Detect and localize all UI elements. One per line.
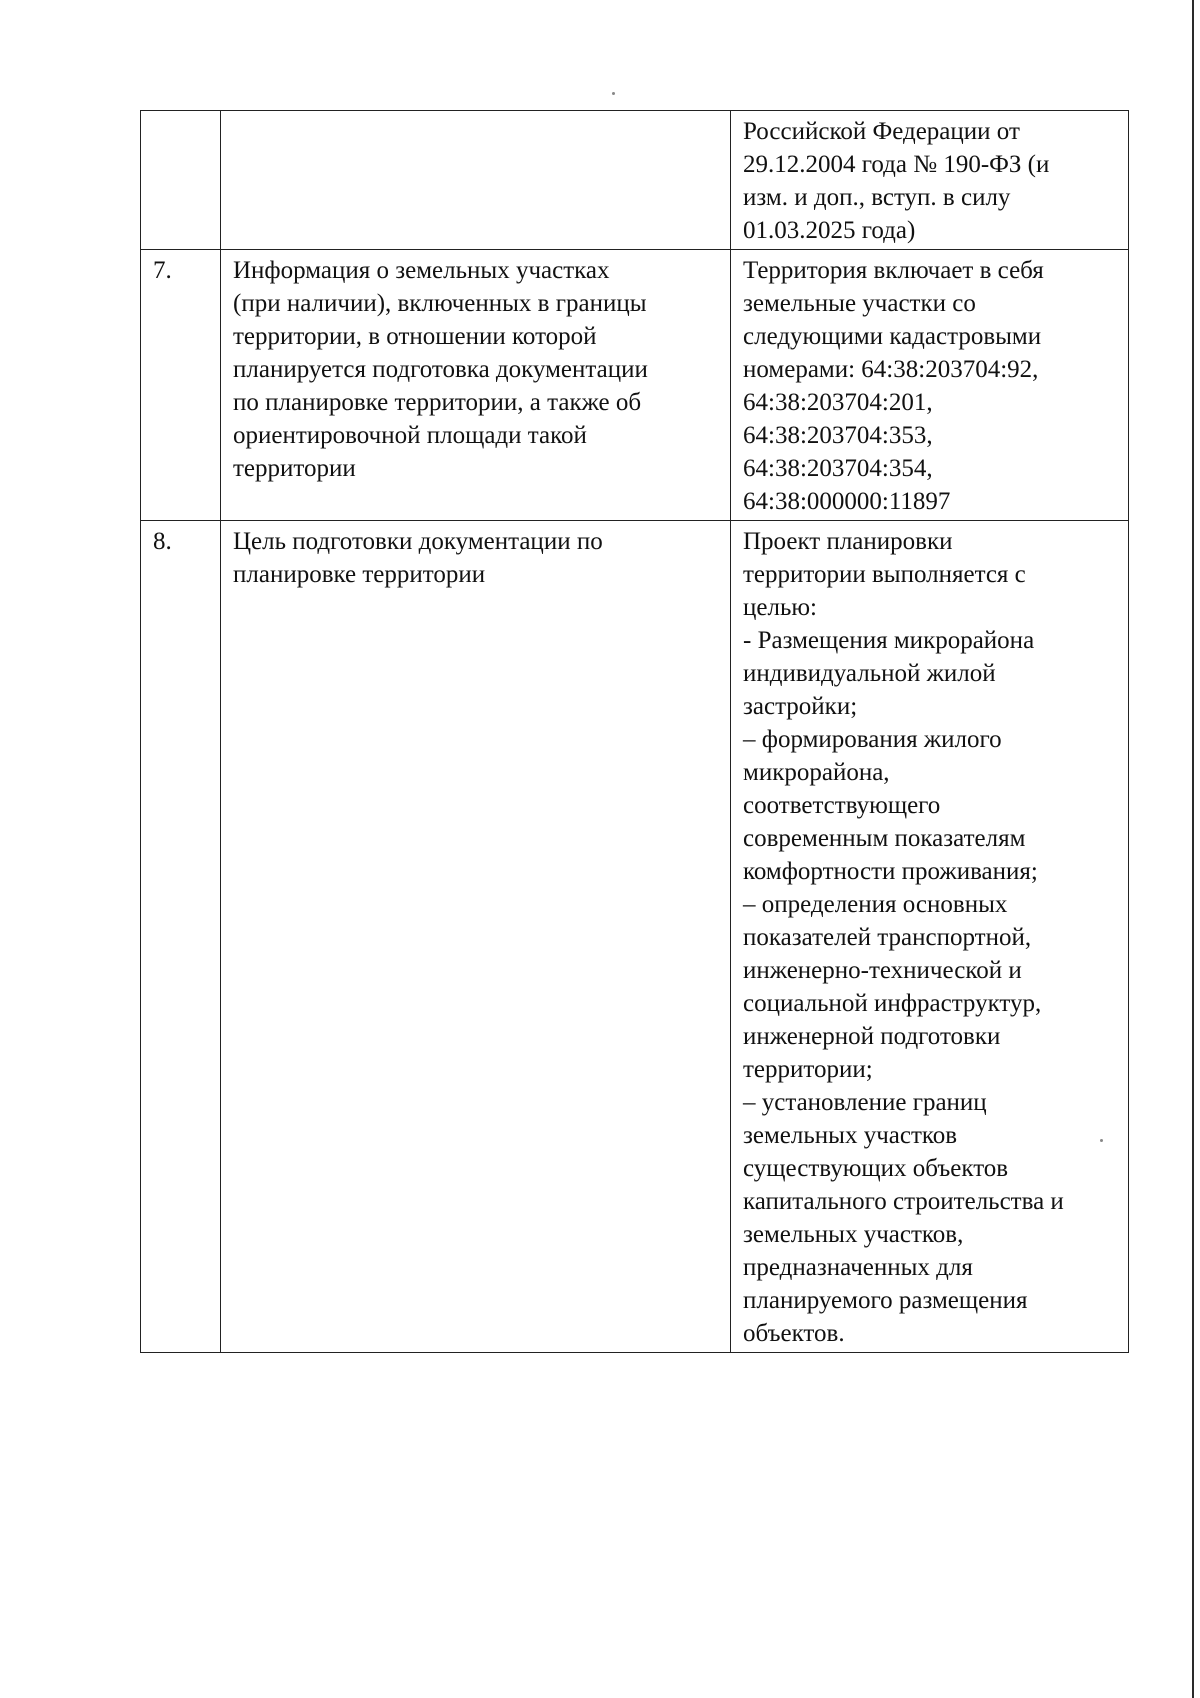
value-line: Территория включает в себя	[743, 257, 1044, 284]
row-number-cell	[141, 521, 221, 1353]
value-line: – определения основных	[743, 891, 1008, 918]
row-number: 7.	[153, 257, 172, 284]
value-line: инженерно-технической и	[743, 957, 1022, 984]
value-line: земельных участков,	[743, 1221, 964, 1248]
value-line: 64:38:203704:201,	[743, 389, 933, 416]
description-line: Информация о земельных участках	[233, 257, 610, 284]
value-line: объектов.	[743, 1320, 845, 1347]
description-line: территории	[233, 455, 356, 482]
value-line: земельные участки со	[743, 290, 976, 317]
description-line: по планировке территории, а также об	[233, 389, 642, 416]
value-line: индивидуальной жилой	[743, 660, 996, 687]
value-line: - Размещения микрорайона	[743, 627, 1035, 654]
value-line: инженерной подготовки	[743, 1023, 1001, 1050]
table-row-7	[141, 250, 1129, 521]
row-number: 8.	[153, 528, 172, 555]
value-line: планируемого размещения	[743, 1287, 1028, 1314]
description-line: (при наличии), включенных в границы	[233, 290, 647, 317]
row-description-cell	[221, 111, 731, 250]
value-line: Проект планировки	[743, 528, 953, 555]
value-line: существующих объектов	[743, 1155, 1009, 1182]
value-line: микрорайона,	[743, 759, 890, 786]
row-description-cell	[221, 250, 731, 521]
value-line: земельных участков	[743, 1122, 958, 1149]
description-line: ориентировочной площади такой	[233, 422, 587, 449]
value-line: 64:38:000000:11897	[743, 488, 951, 515]
value-line: 29.12.2004 года № 190-ФЗ (и	[743, 151, 1050, 178]
value-line: капитального строительства и	[743, 1188, 1064, 1215]
description-line: Цель подготовки документации по	[233, 528, 603, 555]
row-value-cell	[731, 111, 1129, 250]
value-line: изм. и доп., вступ. в силу	[743, 184, 1011, 211]
value-line: территории;	[743, 1056, 873, 1083]
table-row-continuation	[141, 111, 1129, 250]
value-line: 64:38:203704:354,	[743, 455, 933, 482]
value-line: – формирования жилого	[743, 726, 1002, 753]
value-line: соответствующего	[743, 792, 941, 819]
description-line: планируется подготовка документации	[233, 356, 648, 383]
document-table	[140, 110, 1129, 1353]
scan-edge-line	[1192, 0, 1194, 1698]
table-row-8	[141, 521, 1129, 1353]
value-line: следующими кадастровыми	[743, 323, 1042, 350]
value-line: застройки;	[743, 693, 858, 720]
value-line: территории выполняется с	[743, 561, 1026, 588]
value-line: – установление границ	[743, 1089, 987, 1116]
value-line: 01.03.2025 года)	[743, 217, 916, 244]
value-line: показателей транспортной,	[743, 924, 1032, 951]
value-line: социальной инфраструктур,	[743, 990, 1042, 1017]
row-value-cell	[731, 521, 1129, 1353]
row-number-cell	[141, 250, 221, 521]
scan-speck	[612, 92, 615, 95]
description-line: планировке территории	[233, 561, 486, 588]
row-description-cell	[221, 521, 731, 1353]
value-line: комфортности проживания;	[743, 858, 1038, 885]
value-line: 64:38:203704:353,	[743, 422, 933, 449]
value-line: предназначенных для	[743, 1254, 973, 1281]
value-line: целью:	[743, 594, 817, 621]
value-line: номерами: 64:38:203704:92,	[743, 356, 1039, 383]
description-line: территории, в отношении которой	[233, 323, 597, 350]
row-number-cell	[141, 111, 221, 250]
value-line: Российской Федерации от	[743, 118, 1020, 145]
row-value-cell	[731, 250, 1129, 521]
value-line: современным показателям	[743, 825, 1026, 852]
